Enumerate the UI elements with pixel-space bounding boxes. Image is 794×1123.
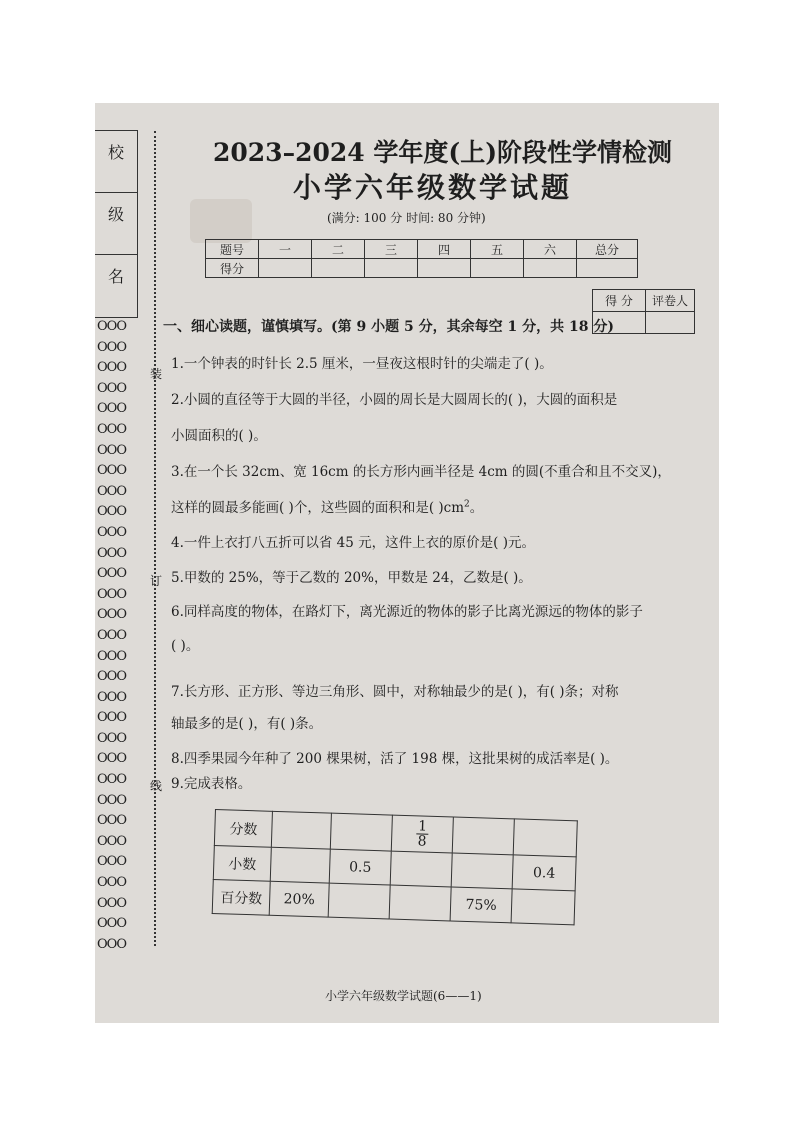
score-col-1: 一 [259,240,312,259]
score-cell[interactable] [312,259,365,278]
score-col-4: 四 [418,240,471,259]
decimal-value-1: 0.5 [329,849,391,885]
score-col-2: 二 [312,240,365,259]
question-8: 8.四季果园今年种了 200 棵果树，活了 198 棵，这批果树的成活率是( )。 [171,751,619,767]
binding-char-ding: 订 [150,574,163,588]
row-label-fraction: 分数 [214,810,272,848]
circle-row: OOO [97,524,126,540]
score-row-label-2: 得分 [206,259,259,278]
question-3-end: 。 [469,500,484,516]
fill-cell[interactable] [328,883,390,919]
student-info-box [95,130,138,318]
circle-row: OOO [97,895,126,911]
question-7-line-2: 轴最多的是( )，有( )条。 [171,716,323,732]
score-col-5: 五 [471,240,524,259]
binding-char-xian: 线 [150,779,163,793]
exam-meta: (满分: 100 分 时间: 80 分钟) [327,211,486,225]
circle-row: OOO [97,669,126,685]
circle-row: OOO [97,566,126,582]
score-cell[interactable] [577,259,638,278]
row-label-decimal: 小数 [213,845,271,881]
circle-row: OOO [97,689,126,705]
circle-row: OOO [97,463,126,479]
circle-row: OOO [97,792,126,808]
score-cell[interactable] [418,259,471,278]
fraction-numerator: 1 [417,817,428,835]
decimal-value-2: 0.4 [512,855,576,891]
score-cell[interactable] [259,259,312,278]
fill-cell[interactable] [451,853,513,889]
question-7-line-1: 7.长方形、正方形、等边三角形、圆中，对称轴最少的是( )，有( )条；对称 [171,684,619,700]
faded-stamp [190,199,252,243]
circle-row: OOO [97,710,126,726]
fill-cell[interactable] [511,889,575,925]
section-1-heading: 一、细心读题，谨慎填写。(第 9 小题 5 分，其余每空 1 分，共 18 分) [163,319,614,335]
binding-char-zhuang: 装 [150,367,163,381]
circle-row: OOO [97,751,126,767]
circle-row: OOO [97,319,126,334]
circle-row: OOO [97,854,126,870]
circle-row: OOO [97,936,126,952]
circle-row: OOO [97,442,126,458]
score-cell[interactable] [365,259,418,278]
school-label: 校 [95,131,137,193]
fill-cell[interactable] [513,819,577,857]
question-2-line-1: 2.小圆的直径等于大圆的半径，小圆的周长是大圆周长的( )，大圆的面积是 [171,392,618,408]
seat-circles [97,317,137,955]
question-9: 9.完成表格。 [171,776,252,792]
circle-row: OOO [97,607,126,623]
grader-name-cell[interactable] [646,312,695,334]
circle-row: OOO [97,504,126,520]
circle-row: OOO [97,730,126,746]
fill-cell[interactable] [271,811,331,849]
page-footer: 小学六年级数学试题(6——1) [325,989,482,1003]
question-1: 1.一个钟表的时针长 2.5 厘米，一昼夜这根时针的尖端走了( )。 [171,356,553,372]
grader-score-label: 得 分 [593,290,646,312]
exam-sheet [95,103,719,1023]
circle-row: OOO [97,380,126,396]
fill-cell[interactable] [389,885,451,921]
fill-cell[interactable] [390,851,452,887]
fill-cell[interactable] [452,817,514,855]
question-6-line-2: ( )。 [171,638,200,654]
squared-superscript: 2 [464,499,470,510]
score-table [205,239,638,278]
circle-row: OOO [97,875,126,891]
score-row-label: 题号 [206,240,259,259]
score-cell[interactable] [524,259,577,278]
circle-row: OOO [97,813,126,829]
conversion-table [212,809,578,925]
class-label: 级 [95,193,137,255]
question-2-line-2: 小圆面积的( )。 [171,428,267,444]
circle-row: OOO [97,586,126,602]
circle-row: OOO [97,401,126,417]
question-4: 4.一件上衣打八五折可以省 45 元，这件上衣的原价是( )元。 [171,535,535,551]
question-3-text: 这样的圆最多能画( )个，这些圆的面积和是( )cm [171,500,465,516]
name-label: 名 [107,267,124,286]
question-6-line-1: 6.同样高度的物体，在路灯下，离光源近的物体的影子比离光源远的物体的影子 [171,604,643,620]
circle-row: OOO [97,339,126,355]
circle-row: OOO [97,360,126,376]
fill-cell[interactable] [330,813,392,851]
fraction-cell [391,815,453,853]
exam-title: 2023–2024 学年度(上)阶段性学情检测 [213,138,673,167]
binding-dotted-line [154,131,156,946]
circle-row: OOO [97,483,126,499]
fraction-denominator: 8 [417,832,427,850]
circle-row: OOO [97,916,126,932]
score-cell[interactable] [471,259,524,278]
percent-value-2: 75% [450,887,512,923]
circle-row: OOO [97,545,126,561]
percent-value-1: 20% [269,881,329,917]
question-3-line-1: 3.在一个长 32cm、宽 16cm 的长方形内画半径是 4cm 的圆(不重合和且不交叉)， [171,464,671,480]
score-col-total: 总分 [577,240,638,259]
grader-name-label: 评卷人 [646,290,695,312]
row-label-percent: 百分数 [212,879,270,915]
circle-row: OOO [97,648,126,664]
fill-cell[interactable] [270,847,330,883]
question-3-line-2 [171,496,483,516]
circle-row: OOO [97,421,126,437]
exam-subtitle: 小学六年级数学试题 [293,171,573,204]
score-col-3: 三 [365,240,418,259]
circle-row: OOO [97,833,126,849]
score-col-6: 六 [524,240,577,259]
circle-row: OOO [97,772,126,788]
question-5: 5.甲数的 25%，等于乙数的 20%，甲数是 24，乙数是( )。 [171,570,532,586]
circle-row: OOO [97,627,126,643]
fraction-one-eighth [415,819,429,848]
